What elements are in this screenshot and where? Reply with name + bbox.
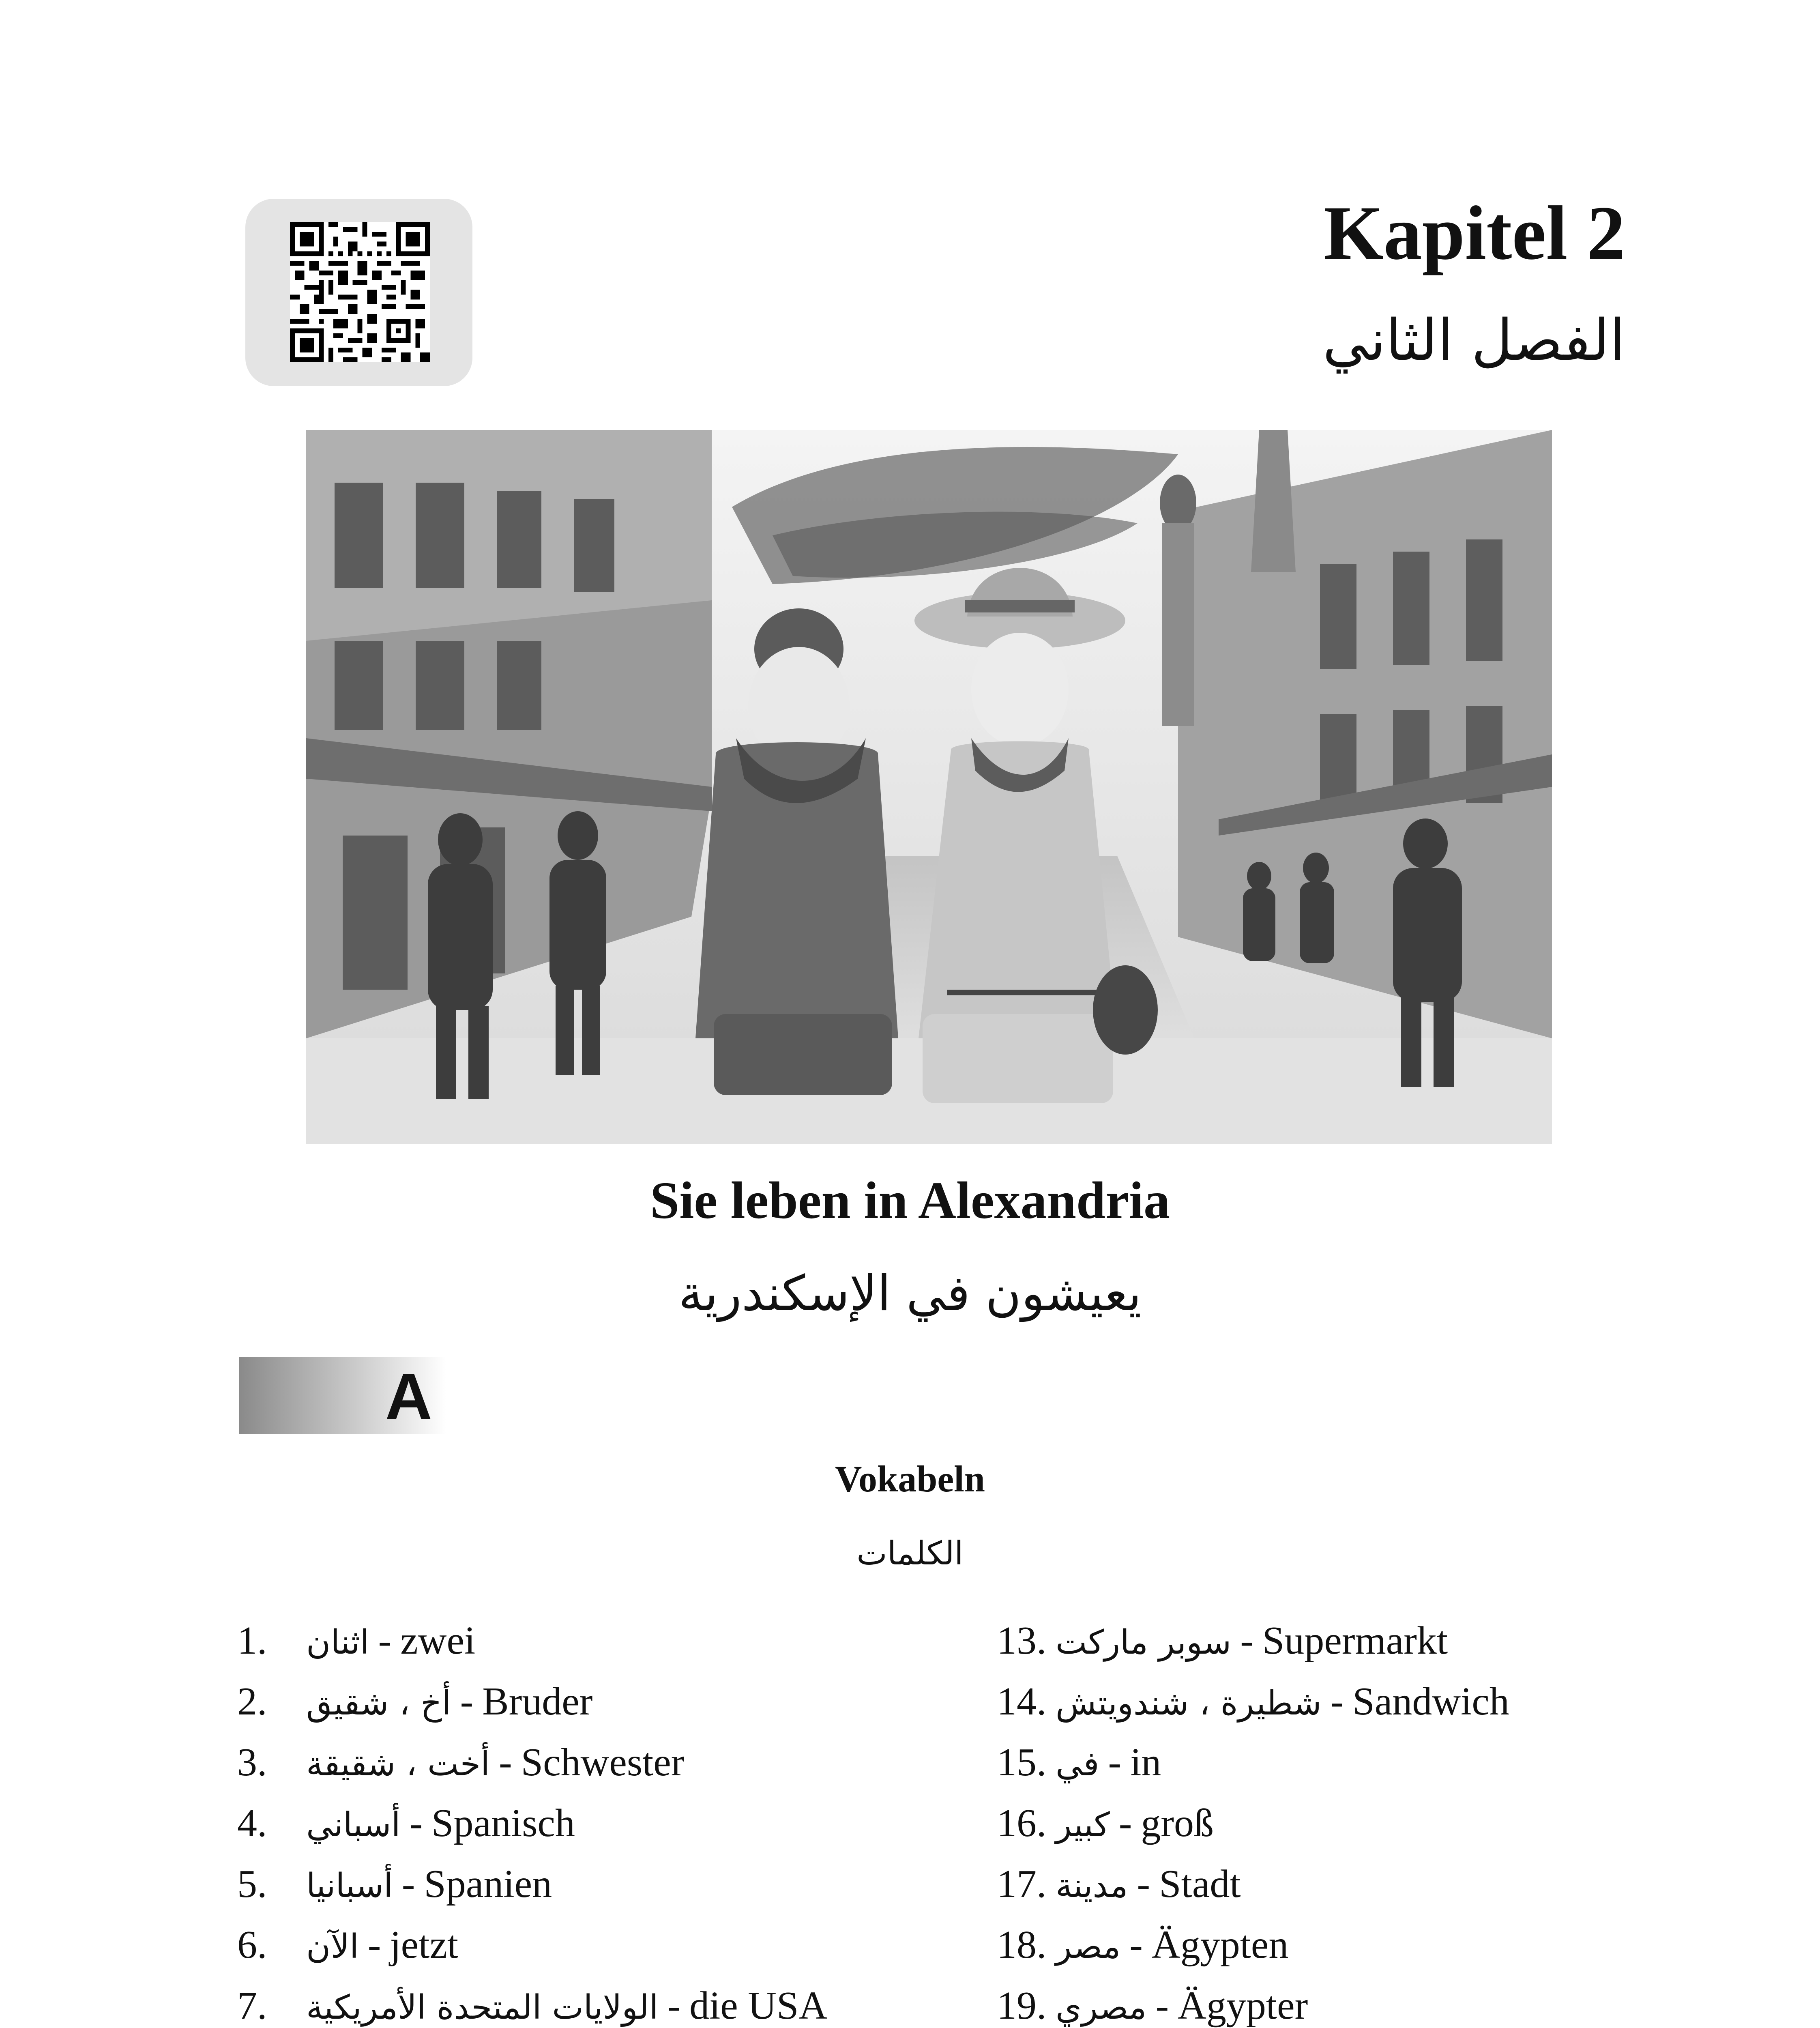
vocab-separator: - xyxy=(1108,1740,1122,1784)
vocab-separator: - xyxy=(1137,1862,1150,1906)
vocab-german: Schwester xyxy=(521,1740,685,1784)
vocab-separator: - xyxy=(498,1740,512,1784)
vocab-separator: - xyxy=(409,1801,423,1845)
vocab-arabic: الولايات المتحدة الأمريكية xyxy=(306,1988,659,2027)
vocab-number: 17. xyxy=(997,1862,1047,1906)
vocab-arabic: كبير xyxy=(1056,1806,1110,1844)
vocab-separator: - xyxy=(1118,1801,1132,1845)
vocab-item xyxy=(237,1854,827,1914)
vocab-number: 19. xyxy=(997,1984,1047,2028)
vocab-separator: - xyxy=(1330,1680,1344,1723)
vocab-item xyxy=(997,1793,1509,1854)
vocab-arabic: شطيرة ، شندويتش xyxy=(1056,1684,1322,1723)
vocab-arabic: اثنان xyxy=(306,1623,369,1662)
vocab-list-right xyxy=(997,1610,1509,2028)
vocab-number: 18. xyxy=(997,1923,1047,1967)
vocab-separator: - xyxy=(1240,1619,1253,1663)
vocab-number: 2. xyxy=(237,1680,267,1723)
vocab-item xyxy=(997,1610,1509,1671)
vocab-subheading-arabic: الكلمات xyxy=(856,1534,964,1572)
section-banner xyxy=(239,1357,446,1434)
vocab-arabic: الآن xyxy=(306,1927,359,1966)
lesson-subtitle-arabic: يعيشون في الإسكندرية xyxy=(678,1265,1142,1322)
vocab-german: jetzt xyxy=(390,1923,459,1967)
vocab-item xyxy=(237,1793,827,1854)
vocab-separator: - xyxy=(1155,1984,1169,2028)
vocab-number: 5. xyxy=(237,1862,267,1906)
vocab-number: 3. xyxy=(237,1740,267,1784)
vocab-arabic: أخت ، شقيقة xyxy=(306,1745,490,1783)
vocab-arabic: سوبر ماركت xyxy=(1056,1623,1232,1662)
vocab-item xyxy=(237,1975,827,2028)
vocab-item xyxy=(997,1854,1509,1914)
vocab-item xyxy=(237,1732,827,1793)
vocab-german: groß xyxy=(1141,1801,1214,1845)
vocab-german: Bruder xyxy=(482,1680,593,1723)
vocab-german: Sandwich xyxy=(1352,1680,1509,1723)
vocab-german: die USA xyxy=(689,1984,828,2028)
vocab-german: Ägypten xyxy=(1151,1923,1289,1967)
vocab-list-left xyxy=(237,1610,827,2028)
vocab-german: Spanisch xyxy=(431,1801,575,1845)
vocab-item xyxy=(237,1671,827,1732)
vocab-arabic: مدينة xyxy=(1056,1867,1128,1905)
vocab-separator: - xyxy=(667,1984,681,2028)
chapter-title: Kapitel 2 xyxy=(1323,191,1625,276)
vocab-german: Spanien xyxy=(424,1862,552,1906)
vocab-arabic: أخ ، شقيق xyxy=(306,1684,451,1723)
vocab-arabic: أسبانيا xyxy=(306,1867,393,1905)
vocab-number: 7. xyxy=(237,1984,267,2028)
vocab-number: 13. xyxy=(997,1619,1047,1663)
vocab-separator: - xyxy=(460,1680,474,1723)
qr-code-icon[interactable] xyxy=(290,222,430,362)
vocab-separator: - xyxy=(1129,1923,1143,1967)
vocab-number: 16. xyxy=(997,1801,1047,1845)
vocab-number: 15. xyxy=(997,1740,1047,1784)
section-letter: A xyxy=(385,1360,432,1433)
vocab-number: 6. xyxy=(237,1923,267,1967)
street-scene-illustration xyxy=(306,430,1552,1144)
vocab-german: in xyxy=(1130,1740,1161,1784)
vocab-separator: - xyxy=(378,1619,392,1663)
vocab-number: 14. xyxy=(997,1680,1047,1723)
vocab-number: 1. xyxy=(237,1619,267,1663)
vocab-arabic: في xyxy=(1056,1745,1099,1783)
qr-card xyxy=(245,199,472,386)
vocab-arabic: مصر xyxy=(1056,1927,1121,1966)
vocab-item xyxy=(237,1610,827,1671)
vocab-arabic: مصري xyxy=(1056,1988,1147,2027)
vocab-arabic: أسباني xyxy=(306,1806,401,1844)
vocab-item xyxy=(237,1914,827,1975)
vocab-german: zwei xyxy=(400,1619,476,1663)
vocab-number: 4. xyxy=(237,1801,267,1845)
vocab-item xyxy=(997,1914,1509,1975)
vocab-item xyxy=(997,1975,1509,2028)
vocab-item xyxy=(997,1671,1509,1732)
vocab-heading: Vokabeln xyxy=(835,1458,985,1500)
chapter-subtitle-arabic: الفصل الثاني xyxy=(1322,307,1625,374)
vocab-separator: - xyxy=(367,1923,381,1967)
vocab-german: Stadt xyxy=(1159,1862,1241,1906)
vocab-german: Supermarkt xyxy=(1262,1619,1448,1663)
vocab-separator: - xyxy=(401,1862,415,1906)
lesson-title: Sie leben in Alexandria xyxy=(650,1171,1170,1230)
vocab-german: Ägypter xyxy=(1178,1984,1308,2028)
vocab-item xyxy=(997,1732,1509,1793)
